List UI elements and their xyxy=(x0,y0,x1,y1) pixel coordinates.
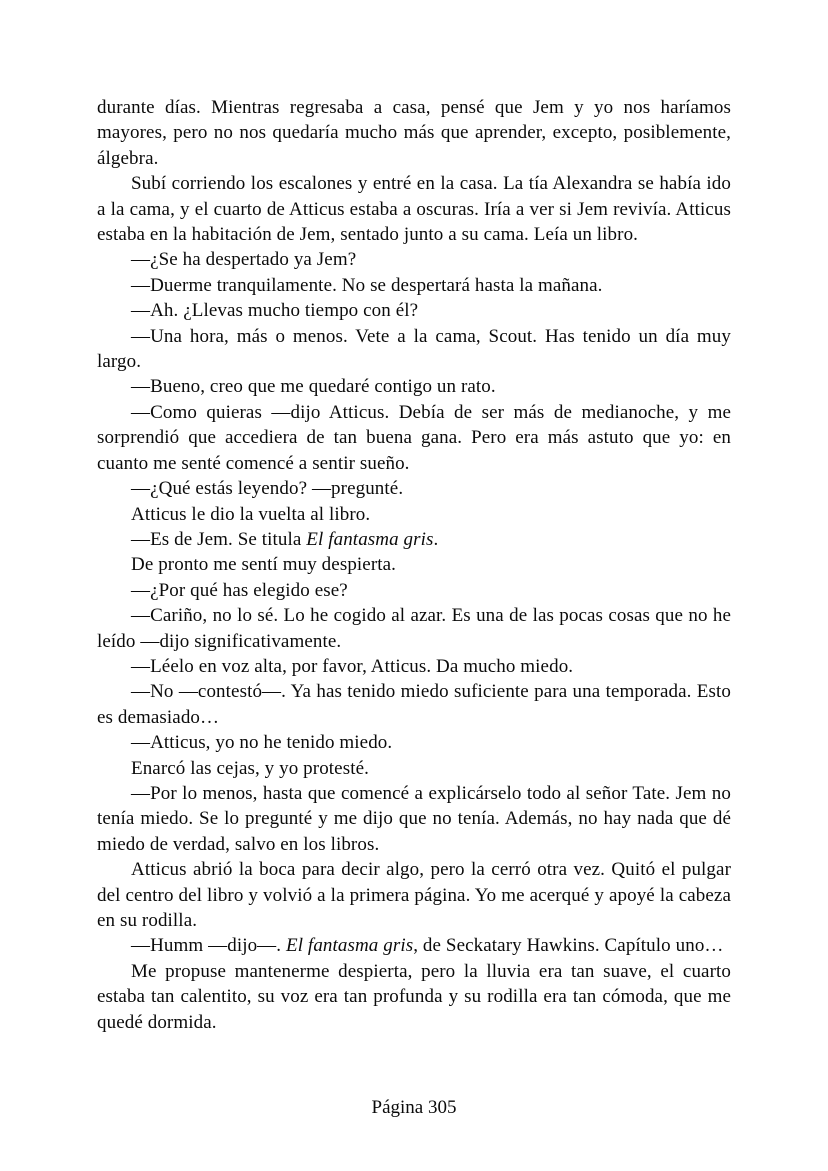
text-segment: Subí corriendo los escalones y entré en la casa. La tía Alexandra se había ido a la cama, y el cuarto de Atticus estaba a oscuras. Iría a ver si Jem revivía. Atticus estaba en la habitación de Jem, sentado junto a su cama. Leía un libro. xyxy=(97,173,731,246)
text-segment: Atticus abrió la boca para decir algo, pero la cerró otra vez. Quitó el pulgar del centro del libro y volvió a la primera página. Yo me acerqué y apoyé la cabeza en su rodilla. xyxy=(97,859,731,931)
text-segment: —No —contestó—. Ya has tenido miedo suficiente para una temporada. Esto es demasiado… xyxy=(97,681,731,728)
paragraph xyxy=(97,603,731,654)
text-segment: Enarcó las cejas, y yo protesté. xyxy=(131,757,369,779)
italic-text: El fantasma gris xyxy=(306,528,434,550)
paragraph xyxy=(97,95,731,171)
paragraph xyxy=(97,756,731,781)
paragraph xyxy=(97,679,731,730)
page-number: Página 305 xyxy=(371,1097,457,1118)
text-segment: —Bueno, creo que me quedaré contigo un rato. xyxy=(131,376,496,398)
text-segment: Atticus le dio la vuelta al libro. xyxy=(131,503,371,525)
paragraph xyxy=(97,857,731,933)
paragraph xyxy=(97,730,731,755)
paragraph xyxy=(97,273,731,298)
paragraph xyxy=(97,933,731,958)
paragraph xyxy=(97,374,731,399)
text-segment: —¿Qué estás leyendo? —pregunté. xyxy=(131,478,404,500)
paragraph xyxy=(97,781,731,857)
paragraph xyxy=(97,400,731,476)
text-segment: Me propuse mantenerme despierta, pero la lluvia era tan suave, el cuarto estaba tan calentito, su voz era tan profunda y su rodilla era tan cómoda, que me quedé dormida. xyxy=(97,960,731,1033)
paragraph xyxy=(97,324,731,375)
paragraph xyxy=(97,247,731,272)
text-segment: —Léelo en voz alta, por favor, Atticus. Da mucho miedo. xyxy=(131,655,574,677)
paragraph xyxy=(97,959,731,1035)
paragraph xyxy=(97,654,731,679)
text-segment: —¿Por qué has elegido ese? xyxy=(131,579,348,601)
text-segment: —Una hora, más o menos. Vete a la cama, Scout. Has tenido un día muy largo. xyxy=(97,325,731,373)
text-segment: —Humm —dijo—. xyxy=(131,935,286,957)
text-segment: —¿Se ha despertado ya Jem? xyxy=(131,249,357,271)
text-segment: —Por lo menos, hasta que comencé a explicárselo todo al señor Tate. Jem no tenía miedo. Se lo pregunté y me dijo que no tenía. Además, no hay nada que dé miedo de verdad, salvo en los libros. xyxy=(97,782,731,855)
paragraph xyxy=(97,502,731,527)
text-segment: —Cariño, no lo sé. Lo he cogido al azar. Es una de las pocas cosas que no he leído —dijo significativamente. xyxy=(97,605,731,652)
paragraph xyxy=(97,171,731,247)
text-segment: durante días. Mientras regresaba a casa, pensé que Jem y yo nos haríamos mayores, pero no nos quedaría mucho más que aprender, excepto, posiblemente, álgebra. xyxy=(97,97,731,169)
text-segment: , de Seckatary Hawkins. Capítulo uno… xyxy=(413,935,724,957)
text-segment: —Atticus, yo no he tenido miedo. xyxy=(131,732,393,754)
paragraph xyxy=(97,476,731,501)
text-segment: —Duerme tranquilamente. No se despertará hasta la mañana. xyxy=(131,274,603,296)
italic-text: El fantasma gris xyxy=(286,935,414,957)
text-segment: De pronto me sentí muy despierta. xyxy=(131,554,397,576)
text-segment: —Como quieras —dijo Atticus. Debía de ser más de medianoche, y me sorprendió que accediera de tan buena gana. Pero era más astuto que yo: en cuanto me senté comencé a sentir sueño. xyxy=(97,401,731,474)
paragraph xyxy=(97,527,731,552)
page-body xyxy=(97,95,731,1035)
text-segment: . xyxy=(433,528,439,550)
paragraph xyxy=(97,552,731,577)
paragraph xyxy=(97,298,731,323)
text-segment: —Ah. ¿Llevas mucho tiempo con él? xyxy=(131,300,419,322)
paragraph xyxy=(97,578,731,603)
text-segment: —Es de Jem. Se titula xyxy=(131,528,307,550)
